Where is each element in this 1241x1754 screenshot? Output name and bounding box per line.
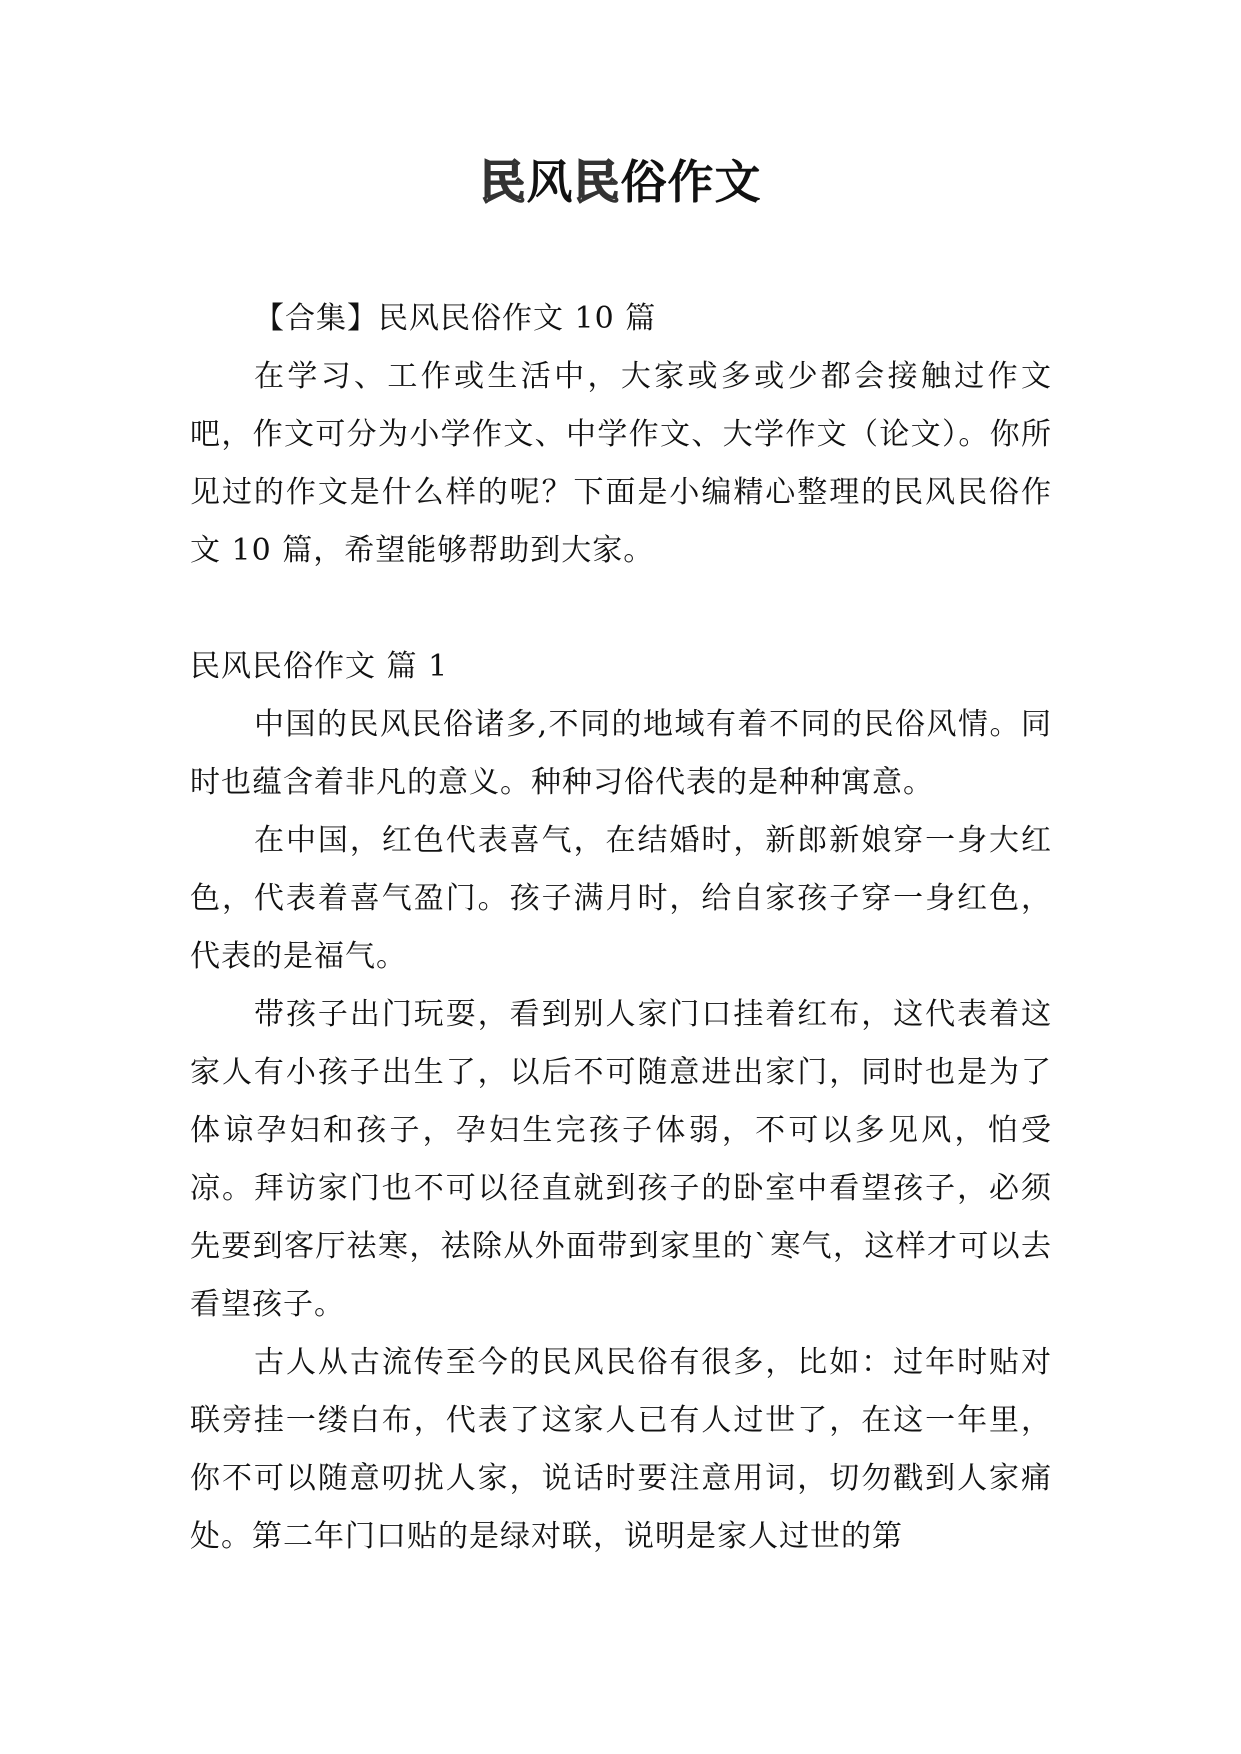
section-spacer — [190, 580, 1052, 638]
document-body — [190, 290, 1052, 1566]
title-chars-plain-2: 俗作文 — [620, 155, 762, 209]
section-heading: 民风民俗作文 篇 1 — [190, 649, 449, 684]
title-char-outline-1: 民 — [479, 155, 527, 209]
body-paragraph-1: 中国的民风民俗诸多,不同的地域有着不同的民俗风情。同时也蕴含着非凡的意义。种种习俗代表的是种种寓意。 — [190, 707, 1052, 800]
body-paragraph-3: 带孩子出门玩耍，看到别人家门口挂着红布，这代表着这家人有小孩子出生了，以后不可随意进出家门，同时也是为了体谅孕妇和孩子，孕妇生完孩子体弱，不可以多见风，怕受凉。拜访家门也不可以径直就到孩子的卧室中看望孩子，必须先要到客厅祛寒，祛除从外面带到家里的`寒气，这样才可以去看望孩子。 — [190, 997, 1052, 1322]
collection-line: 【合集】民风民俗作文 10 篇 — [254, 301, 657, 336]
title-char-plain-1: 风 — [526, 155, 574, 209]
body-paragraph-4: 古人从古流传至今的民风民俗有很多，比如：过年时贴对联旁挂一缕白布，代表了这家人已有人过世了，在这一年里，你不可以随意叨扰人家，说话时要注意用词，切勿戳到人家痛处。第二年门口贴的是绿对联，说明是家人过世的第 — [190, 1345, 1052, 1554]
body-paragraph-2: 在中国，红色代表喜气，在结婚时，新郎新娘穿一身大红色，代表着喜气盈门。孩子满月时，给自家孩子穿一身红色，代表的是福气。 — [190, 823, 1052, 974]
title-char-outline-2: 民 — [573, 155, 621, 209]
document-title — [0, 150, 1241, 214]
intro-paragraph: 在学习、工作或生活中，大家或多或少都会接触过作文吧，作文可分为小学作文、中学作文、大学作文（论文）。你所见过的作文是什么样的呢？下面是小编精心整理的民风民俗作文 10 篇，希望能够帮助到大家。 — [190, 359, 1052, 568]
